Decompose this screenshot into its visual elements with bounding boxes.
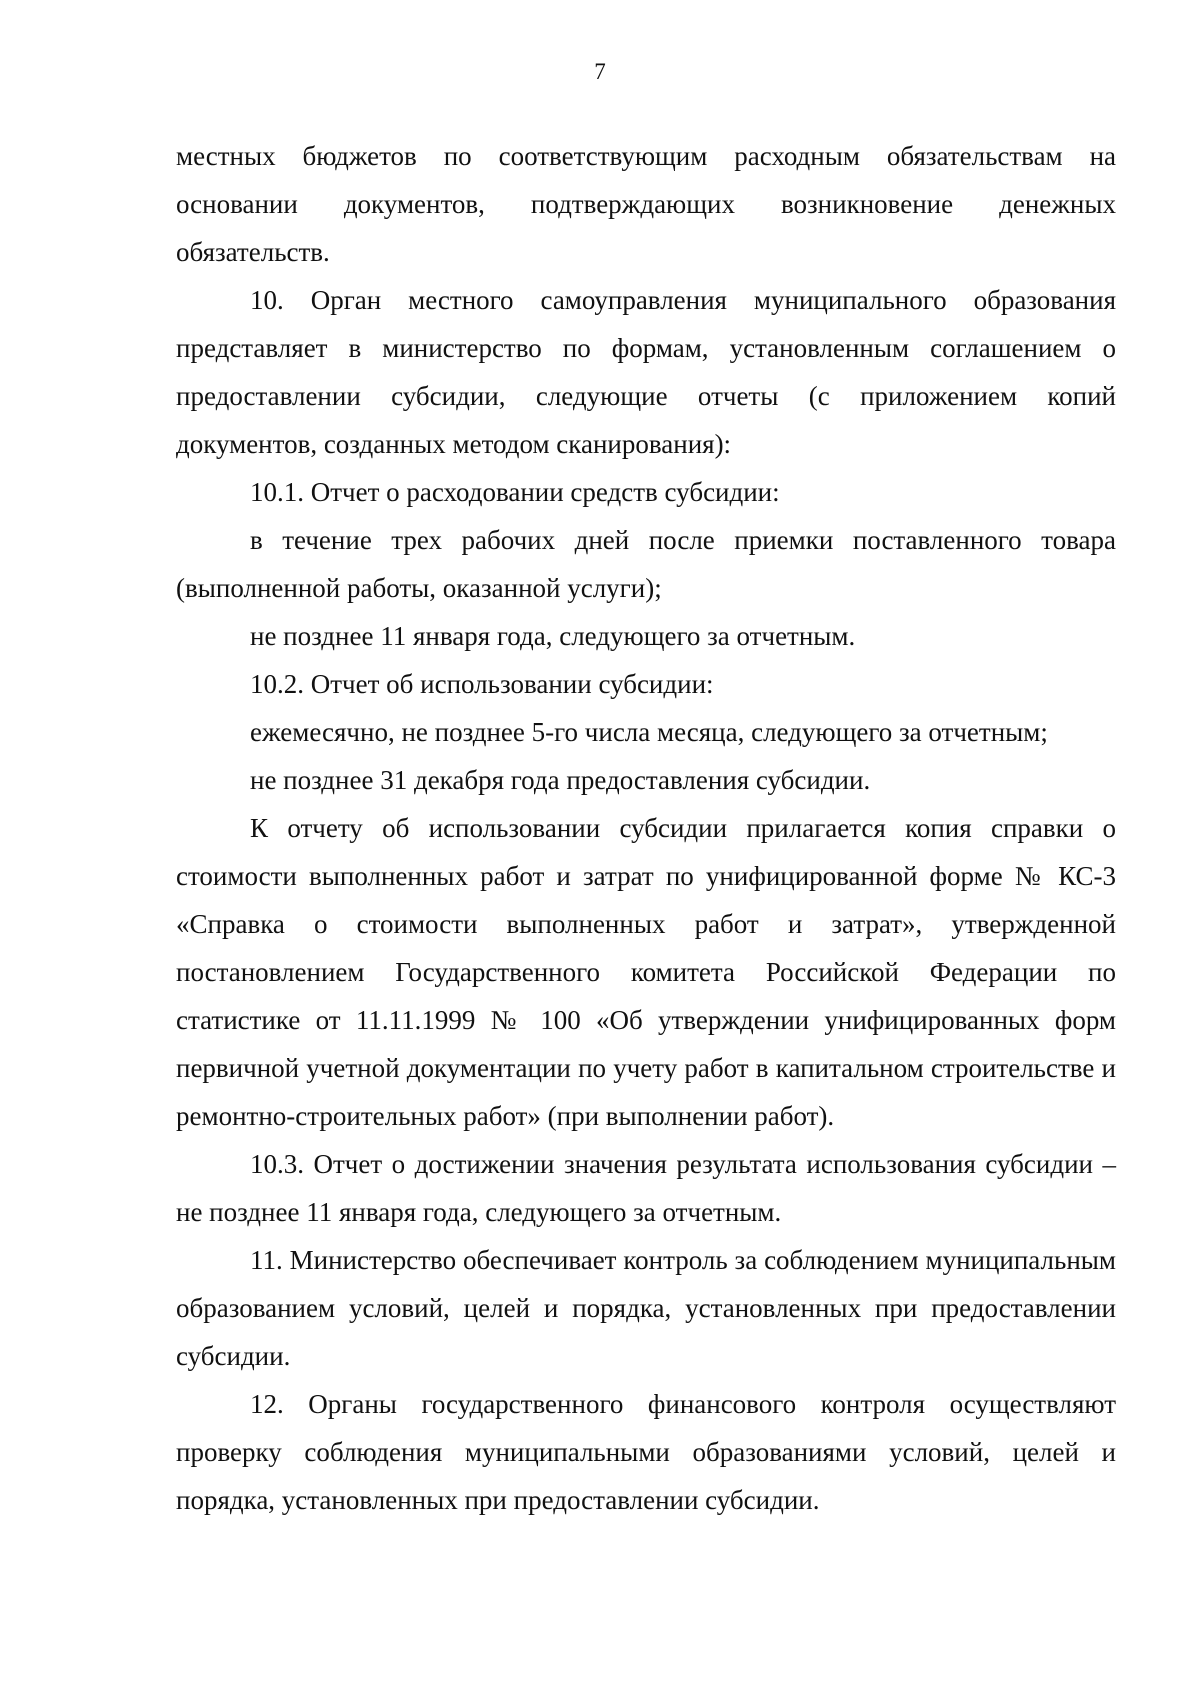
paragraph-10-1-term-1: в течение трех рабочих дней после приемки поставленного товара (выполненной работы, оказанной услуги); bbox=[176, 525, 1116, 603]
paragraph-10-1-term-2: не позднее 11 января года, следующего за отчетным. bbox=[250, 621, 856, 651]
paragraph-10-1: 10.1. Отчет о расходовании средств субсидии: bbox=[250, 477, 780, 507]
paragraph-attachment: К отчету об использовании субсидии прилагается копия справки о стоимости выполненных работ и затрат по унифицированной форме № КС-3 «Справка о стоимости выполненных работ и затрат», утвержденной постановлением Государственного комитета Российской Федерации по статистике от 11.11.1999 № 100 «Об утверждении унифицированных форм первичной учетной документации по учету работ в капитальном строительстве и ремонтно-строительных работ» (при выполнении работ). bbox=[176, 813, 1116, 1131]
paragraph-11: 11. Министерство обеспечивает контроль за соблюдением муниципальным образованием условий, целей и порядка, установленных при предоставлении субсидии. bbox=[176, 1245, 1116, 1371]
document-body bbox=[176, 132, 1116, 1524]
paragraph-10-2: 10.2. Отчет об использовании субсидии: bbox=[250, 669, 714, 699]
paragraph-continuation: местных бюджетов по соответствующим расходным обязательствам на основании документов, подтверждающих возникновение денежных обязательств. bbox=[176, 141, 1116, 267]
page-number: 7 bbox=[594, 59, 606, 84]
paragraph-10-2-term-2: не позднее 31 декабря года предоставления субсидии. bbox=[250, 765, 871, 795]
paragraph-12: 12. Органы государственного финансового контроля осуществляют проверку соблюдения муниципальными образованиями условий, целей и порядка, установленных при предоставлении субсидии. bbox=[176, 1389, 1116, 1515]
paragraph-10-3: 10.3. Отчет о достижении значения результата использования субсидии – не позднее 11 января года, следующего за отчетным. bbox=[176, 1149, 1116, 1227]
paragraph-10: 10. Орган местного самоуправления муниципального образования представляет в министерство по формам, установленным соглашением о предоставлении субсидии, следующие отчеты (с приложением копий документов, созданных методом сканирования): bbox=[176, 285, 1116, 459]
paragraph-10-2-term-1: ежемесячно, не позднее 5-го числа месяца, следующего за отчетным; bbox=[250, 717, 1048, 747]
